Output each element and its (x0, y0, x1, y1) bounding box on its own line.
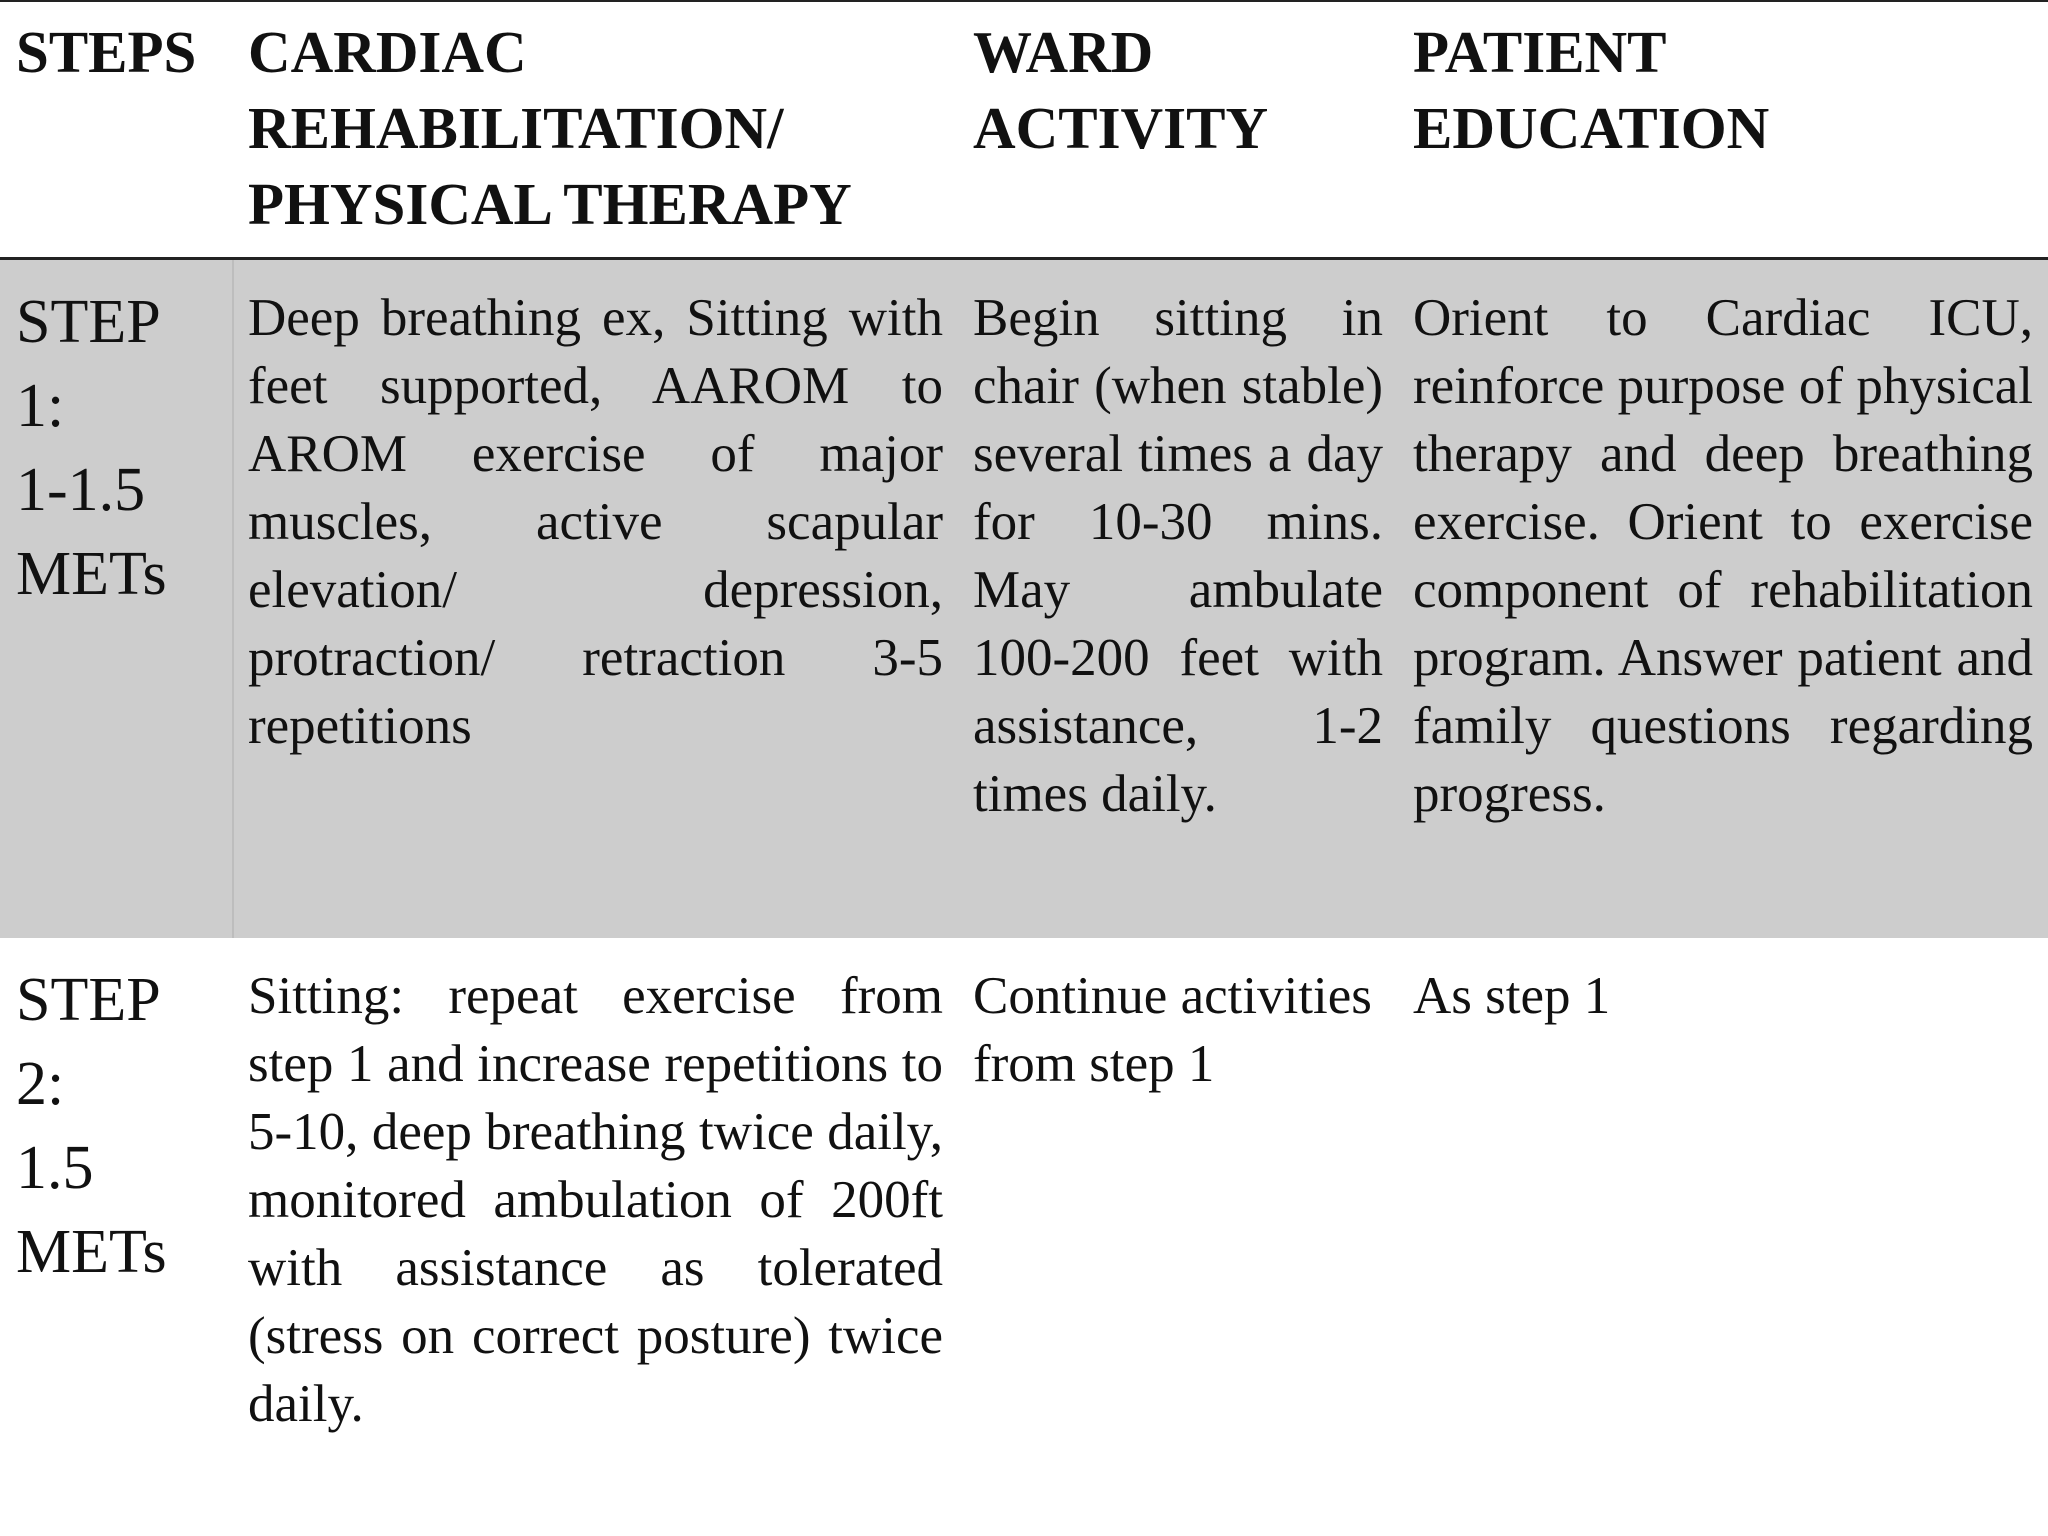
step-label-line: 1.5 (16, 1134, 94, 1202)
header-steps: STEPS (16, 19, 197, 85)
step-1-ward-activity: Begin sitting in chair (when stable) several times a day for 10-30 mins. May ambulate 100-200 feet with assistance, 1-2 times daily. (973, 289, 1383, 823)
header-ward-activity: WARD ACTIVITY (973, 19, 1269, 161)
step-1-label (16, 260, 234, 616)
table-header-row (0, 2, 2048, 260)
step-label-line: STEP (16, 288, 161, 356)
table-row-step-2 (0, 938, 2048, 1536)
step-label-line: 1: (16, 372, 65, 440)
step-label-line: STEP (16, 966, 161, 1034)
step-1-patient-education: Orient to Cardiac ICU, reinforce purpose of physical therapy and deep breathing exercise. Orient to exercise component of rehabilitation program. Answer patient and family questions regarding progress. (1413, 289, 2033, 823)
step-label-line: METs (16, 540, 167, 608)
step-2-label (16, 938, 234, 1294)
step-2-patient-education: As step 1 (1413, 967, 1611, 1025)
table-row-step-1 (0, 260, 2048, 938)
step-label-line: METs (16, 1218, 167, 1286)
step-2-cardiac-rehabilitation: Sitting: repeat exercise from step 1 and increase repetitions to 5-10, deep breathing twice daily, monitored ambulation of 200ft with assistance as tolerated (stress on correct posture) twice daily. (248, 967, 943, 1433)
step-label-line: 2: (16, 1050, 65, 1118)
step-2-ward-activity: Continue activities from step 1 (973, 967, 1372, 1093)
step-label-line: 1-1.5 (16, 456, 146, 524)
header-patient-education: PATIENT EDUCATION (1413, 19, 1770, 161)
header-cardiac-rehabilitation: CARDIAC REHABILITATION/ PHYSICAL THERAPY (248, 19, 852, 237)
step-1-cardiac-rehabilitation: Deep breathing ex, Sitting with feet supported, AAROM to AROM exercise of major muscles, active scapular elevation/ depression, protraction/ retraction 3-5 repetitions (248, 289, 943, 755)
